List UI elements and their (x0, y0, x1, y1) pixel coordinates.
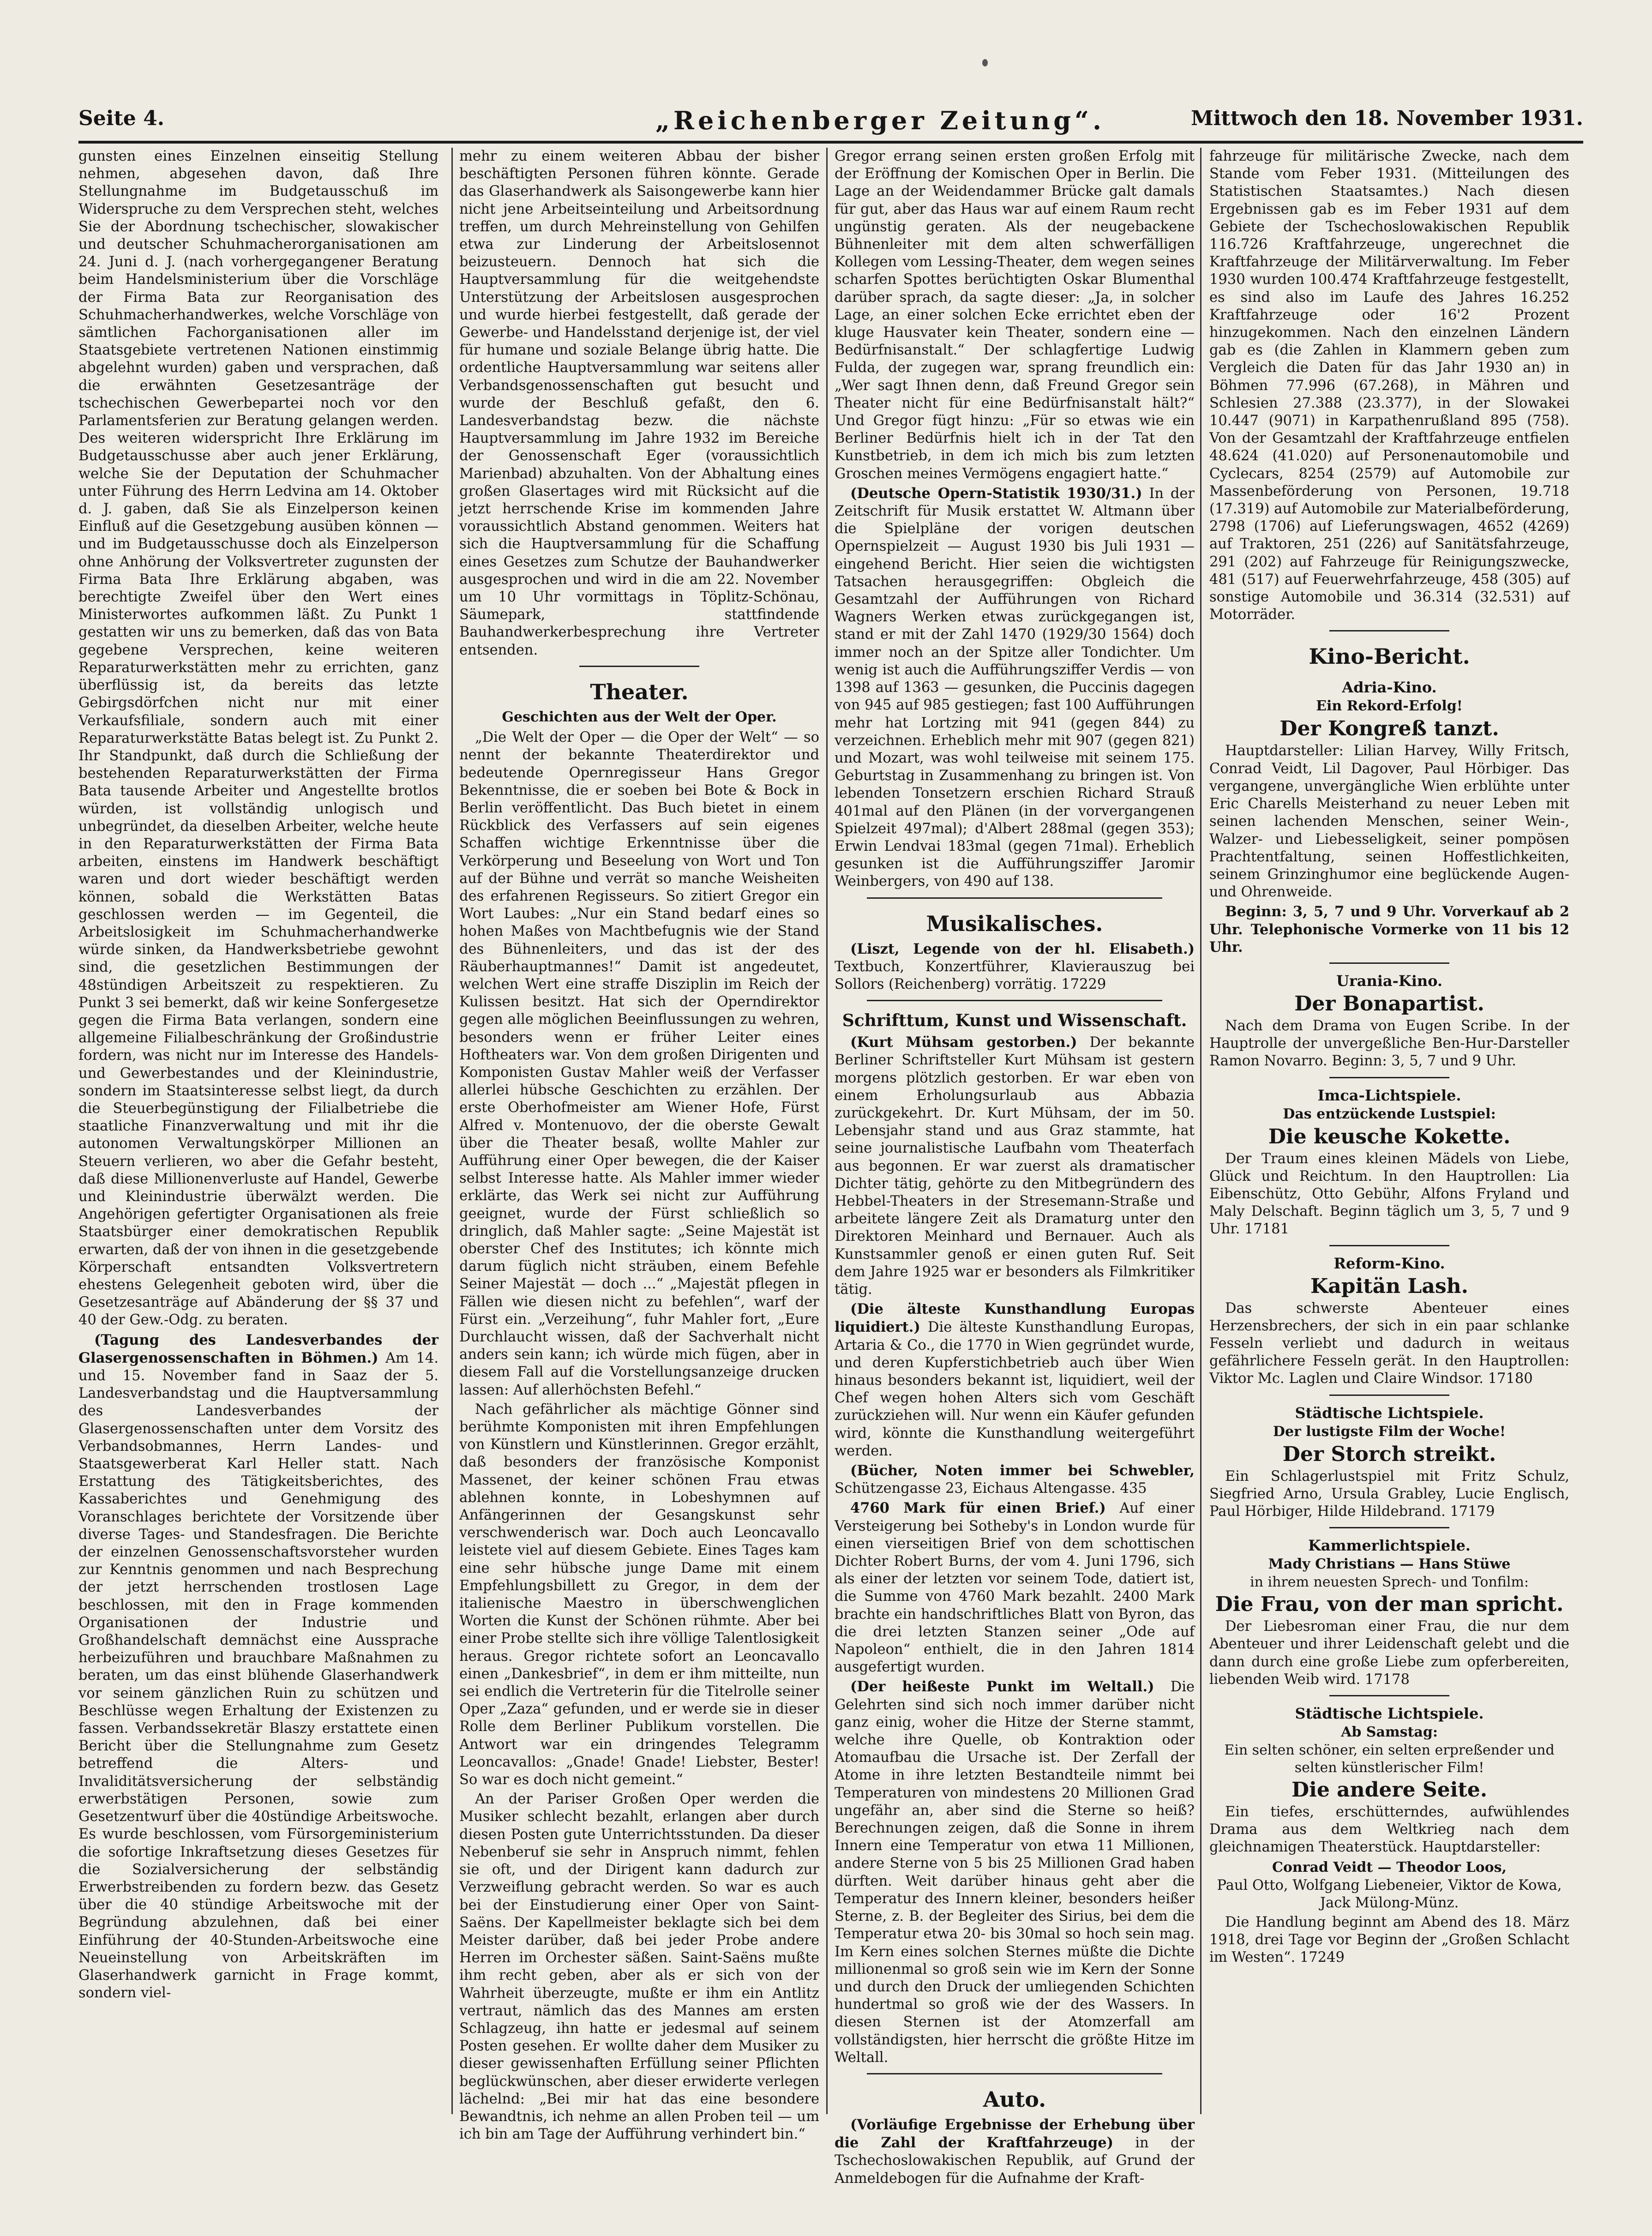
cinema-tagline: Ein Rekord-Erfolg! (1316, 698, 1463, 715)
article-muehsam (835, 1034, 1195, 1298)
article-opera-3: An der Pariser Großen Oper werden die Musiker schlecht bezahlt, erlangen aber durch diesen Posten gute Unterrichtsstunden. Da dieser Nebenberuf sie sehr in Anspruch nimmt, fehlen sie oft, und der Dirigent kann dadurch zur Verzweiflung gebracht werden. So war es auch bei der Einstudierung einer Oper von Saint-Saëns. Der Kapellmeister beklagte sich bei dem Meister darüber, daß bei jeder Probe andere Herren im Orchester säßen. Saint-Saëns mußte ihm recht geben, aber als er sich von der Wahrheit überzeugte, mußte er ihm ein Antlitz vertraut, nämlich das des Mannes am ersten Schlagzeug, ihn hatte er jedesmal auf seinem Posten gesehen. Er wollte daher dem Musiker zu dieser gewissenhaften Erfüllung seiner Pflichten beglückwünschen, aber dieser erwiderte verlegen lächelnd: „Bei mir hat das eine besondere Bewandtnis, ich nehme an allen Proben teil — um ich bin am Tage der Aufführung verhindert bin.“ (459, 1791, 819, 2143)
cinema-listing (1209, 1536, 1569, 1689)
film-title: Die keusche Kokette. (1268, 1124, 1511, 1148)
film-title: Die andere Seite. (1291, 1778, 1488, 1802)
article-body: Textbuch, Konzertführer, Klavierauszug bei Sollors (Reichenberg) vorrätig. 17229 (835, 958, 1195, 992)
article-lead: 4760 Mark für einen Brief.) (850, 1500, 1106, 1517)
article-vehicle-census-cont: fahrzeuge für militärische Zwecke, nach dem Stande vom Feber 1931. (Mitteilungen des Statistischen Staatsamtes.) Nach diesen Ergebnissen gab es im Feber 1931 auf dem Gebiete der Tschechoslowakischen Republik 116.726 Kraftfahrzeuge, ungerechnet die Kraftfahrzeuge der Militärverwaltung. Im Feber 1930 wurden 100.474 Kraftfahrzeuge festgestellt, es sind also im Laufe des Jahres 16.252 Kraftfahrzeuge oder 16'2 Prozent hinzugekommen. Nach den einzelnen Ländern gab es (die Zahlen in Klammern geben zum Vergleich die Daten für das Jahr 1930 an) in Böhmen 77.996 (67.268), in Mähren und Schlesien 27.388 (23.377), in der Slowakei 10.447 (9071) in Karpathenrußland 895 (758). Von der Gesamtzahl der Kraftfahrzeuge entfielen 48.624 (41.020) auf Personenautomobile und Cyclecars, 8254 (2579) auf Automobile zur Massenbeförderung von Personen, 19.718 (17.319) auf Automobile zur Materialbeförderung, 2798 (1706) auf Lieferungswagen, 4652 (4269) auf Traktoren, 251 (226) auf Sanitätsfahrzeuge, 291 (202) auf Fahrzeuge für Reinigungszwecke, 481 (517) auf Feuerwehrfahrzeuge, 458 (305) auf sonstige Automobile und 36.314 (32.531) auf Motorräder. (1209, 148, 1569, 623)
section-heading-auto: Auto. (983, 2086, 1046, 2112)
film-cast: Conrad Veidt — Theodor Loos, (1272, 1859, 1507, 1875)
article-hottest-point (835, 1678, 1195, 2066)
article-heading-opera: Geschichten aus der Welt der Oper. (502, 709, 777, 725)
article-body: Auf einer Versteigerung bei Sotheby's in London wurde für einen vierseitigen Brief von dem schottischen Dichter Robert Burns, der vom 4. Juni 1796, sich als einer der letzten vor seinem Tode, datiert ist, die Summe von 4760 Mark bezahlt. 2400 Mark brachte ein handschriftliches Blatt von Byron, das die drei letzten Stanzen seiner „Ode auf Napoleon“ enthielt, die in den Jahren 1814 ausgefertigt wurden. (835, 1500, 1195, 1676)
column-rule (451, 148, 453, 2114)
article-burns-letter (835, 1499, 1195, 1676)
film-title: Die Frau, von der man spricht. (1215, 1593, 1564, 1617)
article-opera-1: „Die Welt der Oper — die Oper der Welt“ — so nennt der bekannte Theaterdirektor und bedeutende Opernregisseur Hans Gregor Bekenntnisse, die er soeben bei Bote & Bock in Berlin veröffentlicht. Das Buch bietet in einem Rückblick des Verfassers auf sein eigenes Schaffen wichtige Erkenntnisse über die Verkörperung und Beseelung von Wort und Ton auf der Bühne und verrät so manche Weisheiten des erfahrenen Regisseurs. So zitiert Gregor ein Wort Laubes: „Nur ein Stand bedarf eines so hohen Maßes von Machtbefugnis wie der Stand des Bühnenleiters, und das ist der des Räuberhauptmannes!“ Damit ist angedeutet, welchen Wert eine straffe Disziplin im Reich der Kulissen besitzt. Hat sich der Operndirektor gegen alle möglichen Beeinflussungen zu wehren, besonders wenn er früher Leiter eines Hoftheaters war. Von dem großen Dirigenten und Komponisten Gustav Mahler weiß der Verfasser allerlei hübsche Geschichten zu erzählen. Der erste Oberhofmeister am Wiener Hofe, Fürst Alfred v. Montenuovo, der die oberste Gewalt über die Theater besaß, wollte Mahler zur Aufführung einer Oper bewegen, die der Kaiser selbst Interesse hatte. Als Mahler immer wieder erklärte, das Werk sei nicht zur Aufführung geeignet, wurde der Fürst schließlich so dringlich, daß Mahler sagte: „Seine Majestät ist oberster Chef des Institutes; ich könnte mich darum füglich nicht sträuben, einem Befehle Seiner Majestät — doch ...“ „Majestät pflegen in Fällen wie diesen nicht zu befehlen“, warf der Fürst ein. „Verzeihung“, fuhr Mahler fort, „Eure Durchlaucht wissen, daß der Sachverhalt nicht anders sein kann; ich würde mich fügen, aber in diesem Fall auf die Vorstellungsanzeige drucken lassen: Auf allerhöchsten Befehl.“ (459, 729, 819, 1398)
film-description: Hauptdarsteller: Lilian Harvey, Willy Fritsch, Conrad Veidt, Lil Dagover, Paul Hörbiger. Das vergangene, unvergängliche Wien erblühte unter Eric Charells Meisterhand zu neuer Leben mit seinen lachenden Menschen, seiner Wein-, Walzer- und Liebesseligkeit, seiner pompösen Prachtentfaltung, seinen Hoffestlichkeiten, seinem Grinzinghumor eine beglückende Augen- und Ohrenweide. (1209, 743, 1569, 901)
film-title: Kapitän Lash. (1310, 1274, 1468, 1298)
divider (1329, 1527, 1449, 1528)
article-vehicle-census (835, 2116, 1195, 2188)
cinema-name: Imca-Lichtspiele. (1317, 1086, 1461, 1104)
article-body: in der Tschechoslowakischen Republik, auf Grund der Anmeldebogen für die Aufnahme der Kraft- (835, 2135, 1195, 2187)
page-header (78, 104, 1583, 144)
cinema-listing (1209, 1254, 1569, 1388)
cinema-tagline: Ab Samstag: (1341, 1724, 1438, 1740)
article-body: Der bekannte Berliner Schriftsteller Kurt Mühsam ist gestern morgens plötzlich gestorben. Er war eben von einem Erholungsurlaub aus Abbazia zurückgekehrt. Dr. Kurt Mühsam, der im 50. Lebensjahr stand und aus Graz stammte, hat seine journalistische Laufbahn vom Theaterfach aus begonnen. Er war zuerst als dramatischer Dichter tätig, gehörte zu den Mitbegründern des Hebbel-Theaters in der Stresemann-Straße und arbeitete längere Zeit als Dramaturg unter den Direktoren Meinhard und Bernauer. Auch als Kunstsammler genoß er einen guten Ruf. Seit dem Jahre 1925 war er besonders als Filmkritiker tätig. (835, 1034, 1195, 1298)
page-number: Seite 4. (78, 107, 165, 130)
article-body: In der Zeitschrift für Musik erstattet W. Altmann über die Spielpläne der vorigen deutschen Opernspielzeit — August 1930 bis Juli 1931 — eingehend Bericht. Hier seien die wichtigsten Tatsachen herausgegriffen: Obgleich die Gesamtzahl der Aufführungen von Richard Wagners Werken etwas zurückgegangen ist, stand er mit der Zahl 1470 (1929/30 1564) doch immer noch an der Spitze aller Tondichter. Um wenig ist auch die Aufführungsziffer Verdis — von 1398 auf 1363 — gesunken, die Puccinis dagegen von 945 auf 985 gestiegen; fast 100 Aufführungen mehr hat Lortzing mit 941 (gegen 844) zu verzeichnen. Erheblich mehr mit 907 (gegen 821) und Mozart, was wohl teilweise mit seinem 175. Geburtstag in Zusammenhang zu bringen ist. Von lebenden Tonsetzern erschien Richard Strauß 401mal auf den Plänen (in der vorvergangenen Spielzeit 497mal); d'Albert 288mal (gegen 353); Erwin Lendvai 183mal (gegen 71mal). Erheblich gesunken ist die Aufführungsziffer Jaromir Weinbergers, von 490 auf 138. (835, 485, 1195, 890)
section-heading-cinema: Kino-Bericht. (1309, 644, 1470, 669)
cinema-name: Städtische Lichtspiele. (1295, 1404, 1484, 1422)
article-opera-statistics (835, 485, 1195, 891)
divider (1329, 962, 1449, 964)
divider (1329, 630, 1449, 631)
divider (1329, 1695, 1449, 1696)
article-lead: (Vorläufige Ergebnisse der Erhebung über die Zahl der Kraftfahrzeuge) (835, 2116, 1195, 2152)
notice-schwebler (835, 1462, 1195, 1497)
cinema-tagline: Der lustigste Film der Woche! (1273, 1423, 1506, 1440)
cinema-name: Städtische Lichtspiele. (1295, 1704, 1484, 1722)
cinema-name: Adria-Kino. (1342, 679, 1437, 697)
showtimes: Beginn: 3, 5, 7 und 9 Uhr. Vorverkauf ab 2 Uhr. Telephonische Vormerke von 11 bis 12 Uhr. (1209, 903, 1569, 956)
film-title: Der Storch streikt. (1282, 1442, 1496, 1466)
cinema-subtitle: Ein selten schöner, ein selten erpreßender und selten künstlerischer Film! (1224, 1742, 1555, 1776)
issue-date: Mittwoch den 18. November 1931. (1190, 107, 1583, 130)
cinema-subtitle: in ihrem neuesten Sprech- und Tonfilm: (1250, 1574, 1529, 1591)
notice-liszt (835, 940, 1195, 994)
article-lead: (Bücher, Noten immer bei Schwebler, (850, 1462, 1195, 1479)
cinema-tagline: Mady Christians — Hans Stüwe (1268, 1556, 1511, 1573)
column-2 (459, 148, 819, 2143)
article-lead: (Tagung des Landesverbandes der Glasergenossenschaften in Böhmen.) (78, 1331, 439, 1366)
article-bata-letter: gunsten eines Einzelnen einseitig Stellung nehmen, abgesehen davon, daß Ihre Stellungnahme im Budgetausschuß im Widerspruche zu dem Versprechen steht, welches Sie der Abordnung tschechischer, slowakischer und deutscher Schuhmacherorganisationen am 24. Juni d. J. (nach vorhergegangener Beratung beim Handelsministerium über die Vorschläge der Firma Bata zur Reorganisation des Schuhmacherhandwerkes, welche Vorschläge von sämtlichen Fachorganisationen aller im Staatsgebiete vertretenen Nationen einstimmig abgelehnt wurden) gaben und versprachen, daß die erwähnten Gesetzesanträge der tschechischen Gewerbepartei noch vor den Parlamentsferien zur Beratung gelangen werden. Des weiteren widerspricht Ihre Erklärung im Budgetausschusse aber auch jener Erklärung, welche Sie der Deputation der Schuhmacher unter Führung des Herrn Ledvina am 14. Oktober d. J. gaben, daß Sie als Einzelperson keinen Einfluß auf die Gesetzgebung ausüben können — und im Budgetausschusse doch als Einzelperson ohne Anhörung der Volksvertreter zugunsten der Firma Bata Ihre Erklärung abgaben, was berechtigte Zweifel über den Wert eines Ministerwortes aufkommen läßt. Zu Punkt 1 gestatten wir uns zu bemerken, daß das von Bata gegebene Versprechen, keine weiteren Reparaturwerkstätten mehr zu errichten, ganz überflüssig ist, da bereits das letzte Gebirgsdörfchen nicht nur mit einer Verkaufsfiliale, sondern auch mit einer Reparaturwerkstätte Batas belegt ist. Zu Punkt 2. Ihr Standpunkt, daß durch die Schließung der bestehenden Reparaturwerkstätten der Firma Bata tausende Arbeiter und Angestellte brotlos würden, ist vollständig unlogisch und unbegründet, da dieselben Arbeiter, welche heute in den Reparaturwerkstätten der Firma Bata arbeiten, einstens im Handwerk beschäftigt waren und dort wieder beschäftigt werden können, sobald die Werkstätten Batas geschlossen werden — im Gegenteil, die Arbeitslosigkeit im Schuhmacherhandwerke würde sinken, da Handwerksbetriebe gewohnt sind, die gesetzlichen Bestimmungen der 48stündigen Arbeitszeit zu respektieren. Zu Punkt 3 sei bemerkt, daß wir keine Sonfergesetze gegen die Firma Bata verlangen, sondern eine allgemeine Filialbeschränkung der Großindustrie fordern, was nicht nur im Interesse des Handels- und Gewerbestandes und der Kleinindustrie, sondern im Staatsinteresse selbst liegt, da durch die Steuerbegünstigung der Filialbetriebe die staatliche Finanzverwaltung und mit ihr die autonomen Verwaltungskörper Millionen an Steuern verlieren, wo aber die Gefahr besteht, daß diese Millionenverluste auf Handel, Gewerbe und Kleinindustrie überwälzt werden. Die Angehörigen gefertigter Organisationen als freie Staatsbürger einer demokratischen Republik erwarten, daß der von ihnen in die gesetzgebende Körperschaft entsandten Volksvertretern ehestens Gelegenheit geboten wird, über die Gesetzesanträge auf Abänderung der §§ 37 und 40 der Gew.-Odg. zu beraten. (78, 148, 439, 1328)
divider (867, 1000, 1162, 1001)
section-heading-literature: Schrifttum, Kunst und Wissenschaft. (842, 1011, 1187, 1031)
cinema-name: Kammerlichtspiele. (1308, 1537, 1471, 1555)
article-lead: (Kurt Mühsam gestorben.) (850, 1034, 1077, 1051)
film-description: Der Traum eines kleinen Mädels von Liebe, Glück und Reichtum. In den Hauptrollen: Lia Eibenschütz, Otto Gebühr, Alfons Fryland und Maly Delschaft. Beginn täglich um 3, 5, 7 und 9 Uhr. 17181 (1209, 1150, 1569, 1238)
divider (579, 666, 699, 667)
article-glaser-cont: mehr zu einem weiteren Abbau der bisher beschäftigten Personen führen könnte. Gerade das Glaserhandwerk als Saisongewerbe kann hier nicht jene Arbeitseinteilung und Arbeitsordnung treffen, um durch Mehreinstellung von Gehilfen etwa zur Linderung der Arbeitslosennot beizusteuern. Dennoch hat sich die Hauptversammlung für die weitgehendste Unterstützung der Arbeitslosen ausgesprochen und wurde hierbei festgestellt, daß gerade der Gewerbe- und Handelsstand derjenige ist, der viel für humane und soziale Belange übrig hatte. Die ordentliche Hauptversammlung war seitens aller Verbandsgenossenschaften gut besucht und wurde der Beschluß gefaßt, den 6. Landesverbandstag bezw. die nächste Hauptversammlung im Jahre 1932 im Bereiche der Genossenschaft Eger (voraussichtlich Marienbad) abzuhalten. Von der Abhaltung eines großen Glasertages wird mit Rücksicht auf die jetzt herrschende Krise im kommenden Jahre voraussichtlich Abstand genommen. Weiters hat sich die Hauptversammlung für die Schaffung eines Gesetzes zum Schutze der Bauhandwerker ausgesprochen und wird in die am 22. November um 10 Uhr vormittags in Töplitz-Schönau, Säumepark, stattfindende Bauhandwerkerbesprechung ihre Vertreter entsenden. (459, 148, 819, 658)
film-title: Der Kongreß tanzt. (1280, 717, 1499, 741)
cinema-tagline: Das entzückende Lustspiel: (1283, 1106, 1496, 1122)
article-lead: (Die älteste Kunsthandlung Europas liquidiert.) (835, 1301, 1195, 1336)
article-opera-cont: Gregor errang seinen ersten großen Erfolg mit der Eröffnung der Komischen Oper in Berlin. Die Lage an der Weidendammer Brücke galt damals für gut, aber das Haus war auf einem Raum recht ungünstig geraten. Als der neugebackene Bühnenleiter mit dem alten schwerfälligen Kollegen vom Lessing-Theater, dem wegen seines scharfen Spottes berüchtigten Oskar Blumenthal darüber sprach, da sagte dieser: „Ja, in solcher Lage, an einer solchen Ecke errichtet eben der kluge Hausvater kein Theater, sondern eine — Bedürfnisanstalt.“ Der schlagfertige Ludwig Fulda, der zugegen war, sprang freundlich ein: „Wer sagt Ihnen denn, daß Freund Gregor sein Theater nicht für eine Bedürfnisanstalt hält?“ Und Gregor fügt hinzu: „Für so etwas wie ein Berliner Bedürfnis hielt ich in der Tat den Kunstbetrieb, in dem ich mich bis zum letzten Groschen meines Vermögens engagiert hatte.“ (835, 148, 1195, 482)
divider (867, 2073, 1162, 2074)
film-description: Nach dem Drama von Eugen Scribe. In der Hauptrolle der unvergeßliche Ben-Hur-Darsteller Ramon Novarro. Beginn: 3, 5, 7 und 9 Uhr. (1209, 1017, 1569, 1070)
cinema-listing (1209, 1086, 1569, 1238)
newspaper-title: „Reichenberger Zeitung“. (655, 106, 1105, 135)
film-description: Der Liebesroman einer Frau, die nur dem Abenteuer und ihrer Leidenschaft gelebt und die dann durch eine große Liebe zum opferbereiten, liebenden Weib wird. 17178 (1209, 1618, 1569, 1688)
article-lead: (Deutsche Opern-Statistik 1930/31.) (850, 485, 1142, 502)
article-glaser (78, 1331, 439, 2002)
divider (867, 897, 1162, 899)
ink-speck (982, 59, 988, 66)
article-opera-2: Nach gefährlicher als mächtige Gönner sind berühmte Komponisten mit ihren Empfehlungen von Künstlern und Künstlerinnen. Gregor erzählt, daß besonders der französische Komponist Massenet, der keiner schönen Frau etwas ablehnen konnte, in Lobeshymnen auf Anfängerinnen der Gesangskunst sehr verschwenderisch war. Doch auch Leoncavallo leistete viel auf diesem Gebiete. Eines Tages kam eine sehr hübsche junge Dame mit einem Empfehlungsbillett zu Gregor, in dem der italienische Maestro in überschwenglichen Worten die Kunst der Schönen rühmte. Aber bei einer Probe stellte sich ihre völlige Talentlosigkeit heraus. Gregor richtete sofort an Leoncavallo einen „Dankesbrief“, in dem er ihm mitteilte, nun sei endlich die Vertreterin für die Titelrolle seiner Oper „Zaza“ gefunden, und er werde sie in dieser Rolle dem Berliner Publikum vorstellen. Die Antwort war ein dringendes Telegramm Leoncavallos: „Gnade! Gnade! Liebster, Bester! So war es doch nicht gemeint.“ (459, 1401, 819, 1788)
article-body: Schützengasse 23, Eichaus Altengasse. 435 (835, 1480, 1147, 1497)
cinema-listing (1209, 1403, 1569, 1521)
divider (1329, 1077, 1449, 1078)
article-artaria (835, 1300, 1195, 1460)
cinema-listing (1209, 678, 1569, 956)
article-body: Die Gelehrten sind sich noch immer darüber nicht ganz einig, woher die Hitze der Sterne stammt, welche ihre Quelle, ob Kontraktion oder Atomaufbau die Ursache ist. Der Zerfall der Atome in ihre letzten Bestandteile nimmt bei Temperaturen von mindestens 20 Millionen Grad ungefähr an, aber sind die Sterne so heiß? Berechnungen zeigen, daß die Sonne in ihrem Innern eine Temperatur von etwa 11 Millionen, andere Sterne von 5 bis 25 Millionen Grad haben dürften. Weit darüber hinaus geht aber die Temperatur des Innern kleiner, besonders heißer Sterne, z. B. der Begleiter des Sirius, bei dem die Temperatur etwa 20- bis 30mal so hoch sein mag. Im Kern eines solchen Sternes müßte die Dichte millionenmal so groß sein wie im Kern der Sonne und durch den Druck der umliegenden Schichten hundertmal so groß wie der des Wassers. In diesen Sternen ist der Atomzerfall am vollständigsten, hier herrscht die größte Hitze im Weltall. (835, 1679, 1195, 2066)
section-heading-theater: Theater. (590, 679, 689, 704)
column-rule (826, 148, 828, 2114)
article-lead: (Der heißeste Punkt im Weltall.) (850, 1678, 1154, 1695)
column-3 (835, 148, 1195, 2187)
film-description: Das schwerste Abenteuer eines Herzensbrechers, der sich in ein paar schlanke Fesseln verliebt und dadurch in weitaus gefährlichere Fesseln gerät. In den Hauptrollen: Viktor Mc. Laglen und Claire Windsor. 17180 (1209, 1300, 1569, 1387)
article-body: Am 14. und 15. November fand in Saaz der 5. Landesverbandstag und die Hauptversammlung des Landesverbandes der Glasergenossenschaften unter dem Vorsitz des Verbandsobmannes, Herrn Landes- und Staatsgewerberat Karl Heller statt. Nach Erstattung des Tätigkeitsberichtes, des Kassaberichtes und Genehmigung des Voranschlages berichtete der Vorsitzende über diverse Tages- und Standesfragen. Die Berichte der einzelnen Genossenschaftsvorsteher wurden zur Kenntnis genommen und nach Besprechung der jetzt herrschenden trostlosen Lage beschlossen, mit den in Frage kommenden Organisationen der Industrie und Großhandelschaft demnächst eine Aussprache herbeizuführen und brauchbare Maßnahmen zu beraten, um das einst blühende Glaserhandwerk vor seinem gänzlichen Ruin zu schützen und Beschlüsse wegen Erhaltung der Existenzen zu fassen. Verbandssekretär Blaszy erstattete einen Bericht über die Stellungnahme zum Gesetz betreffend die Alters- und Invaliditätsversicherung der selbständig erwerbstätigen Personen, sowie zum Gesetzentwurf über die 40stündige Arbeitswoche. Es wurde beschlossen, vom Fürsorgeministerium die sofortige Inkraftsetzung dieses Gesetzes für die Sozialversicherung der selbständig Erwerbstreibenden zu fordern bezw. das Gesetz über die 40 stündige Arbeitswoche mit der Begründung abzulehnen, daß bei einer Einführung der 40-Stunden-Arbeitswoche eine Neueinstellung von Arbeitskräften im Glaserhandwerk garnicht in Frage kommt, sondern viel- (78, 1350, 439, 2002)
film-title: Der Bonapartist. (1294, 992, 1484, 1016)
divider (1329, 1394, 1449, 1396)
section-heading-music: Musikalisches. (926, 911, 1103, 936)
cinema-name: Reform-Kino. (1334, 1254, 1445, 1272)
column-4 (1209, 148, 1569, 2123)
film-plot: Die Handlung beginnt am Abend des 18. März 1918, drei Tage vor Beginn der „Großen Schlacht im Westen“. 17249 (1209, 1914, 1569, 1966)
film-description: Ein tiefes, erschütterndes, aufwühlendes Drama aus dem Weltkrieg nach dem gleichnamigen Theaterstück. Hauptdarsteller: (1209, 1803, 1569, 1856)
cinema-name: Urania-Kino. (1336, 972, 1443, 990)
column-rule (1200, 148, 1201, 2114)
article-body: Die älteste Kunsthandlung Europas, Artaria & Co., die 1770 in Wien gegründet wurde, und deren Kupferstichbetrieb auch über Wien hinaus besonders bekannt ist, liquidiert, weil der Chef wegen hohen Alters sich vom Geschäft zurückziehen will. Nur wenn ein Käufer gefunden wird, könnte die Kunsthandlung weitergeführt werden. (835, 1319, 1195, 1459)
film-cast-more: Paul Otto, Wolfgang Liebeneier, Viktor de Kowa, Jack Mülong-Münz. (1217, 1877, 1562, 1911)
cinema-listing (1209, 971, 1569, 1070)
cinema-listing (1209, 1704, 1569, 1967)
article-lead: (Liszt, Legende von der hl. Elisabeth.) (850, 940, 1195, 957)
film-description: Ein Schlagerlustspiel mit Fritz Schulz, Siegfried Arno, Ursula Grabley, Lucie Englisch, Paul Hörbiger, Hilde Hildebrand. 17179 (1209, 1468, 1569, 1520)
divider (1329, 1245, 1449, 1246)
column-1 (78, 148, 439, 2123)
